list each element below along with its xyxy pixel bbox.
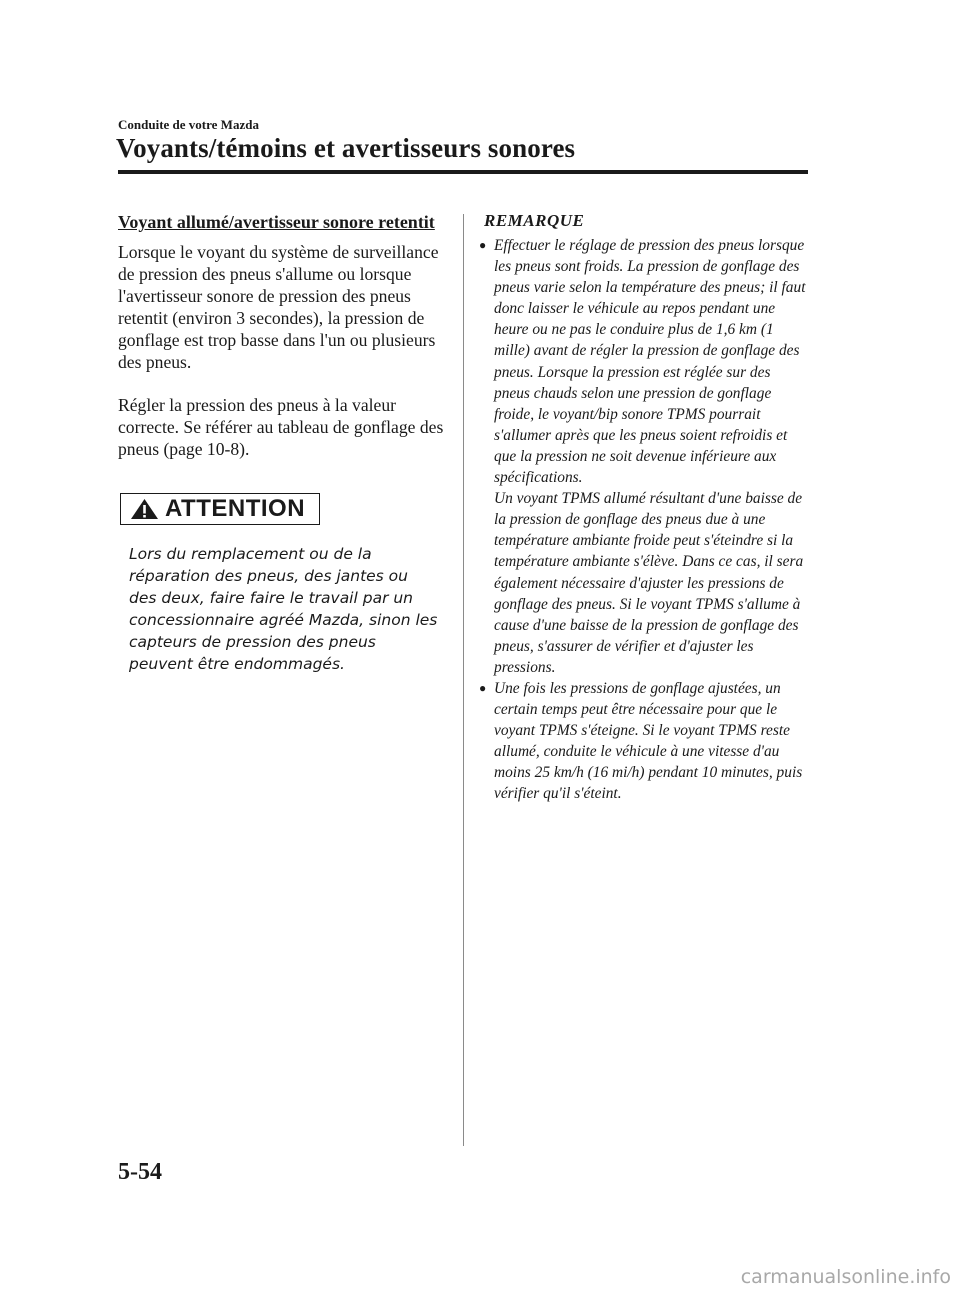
- bullet-icon: ●: [479, 238, 487, 252]
- list-item: [484, 488, 810, 678]
- bullet-icon: ●: [479, 680, 487, 695]
- remark-text: Un voyant TPMS allumé résultant d'une baisse de la pression de gonflage des pneus due à une température ambiante froide peut s'éteindre si la température ambiante s'élève. Dans ce cas, il sera également nécessaire d'ajuster les pressions de gonflage des pneus. Si le voyant TPMS s'allume à cause d'une baisse de la pression de gonflage des pneus, s'assurer de vérifier et d'ajuster les pressions.: [494, 490, 804, 676]
- list-item: [479, 235, 810, 488]
- watermark: carmanualsonline.info: [740, 1266, 951, 1288]
- warning-triangle-icon: [130, 498, 159, 520]
- column-divider: [463, 214, 464, 1146]
- list-item: [479, 678, 810, 805]
- remark-list: [479, 235, 810, 805]
- attention-box: [120, 493, 320, 525]
- subheading: Voyant allumé/avertisseur sonore retentit: [118, 212, 435, 232]
- remark-text: Effectuer le réglage de pression des pneus lorsque les pneus sont froids. La pression de gonflage des pneus varie selon la température des pneus; il faut donc laisser le véhicule au repos pendant une heure ou ne pas le conduire plus de 1,6 km (1 mille) avant de régler la pression de gonflage des pneus. Lorsque la pression est réglée sur des pneus chauds selon une pression de gonflage froide, le voyant/bip sonore TPMS pourrait s'allumer après que les pneus soient refroidis et que la pression ne soit devenue inférieure aux spécifications.: [494, 237, 806, 487]
- left-column: [118, 211, 448, 675]
- chapter-title: Voyants/témoins et avertisseurs sonores: [116, 133, 576, 163]
- remark-heading: REMARQUE: [484, 211, 585, 230]
- paragraph: Lorsque le voyant du système de surveillance de pression des pneus s'allume ou lorsque l'avertisseur sonore de pression des pneus retentit (environ 3 secondes), la pression de gonflage est trop basse dans l'un ou plusieurs des pneus.: [118, 242, 439, 372]
- page-number: 5-54: [118, 1159, 162, 1185]
- section-label: Conduite de votre Mazda: [118, 117, 259, 132]
- paragraph: Régler la pression des pneus à la valeur correcte. Se référer au tableau de gonflage des pneus (page 10-8).: [118, 395, 444, 459]
- header-rule: [118, 170, 808, 174]
- attention-text: Lors du remplacement ou de la réparation des pneus, des jantes ou des deux, faire faire le travail par un concessionnaire agréé Mazda, sinon les capteurs de pression des pneus peuvent être endommagés.: [129, 545, 438, 673]
- remark-text: Une fois les pressions de gonflage ajustées, un certain temps peut être nécessaire pour que le voyant TPMS s'éteigne. Si le voyant TPMS reste allumé, conduite le véhicule à une vitesse d'au moins 25 km/h (16 mi/h) pendant 10 minutes, puis vérifier qu'il s'éteint.: [494, 679, 803, 803]
- attention-label: ATTENTION: [165, 495, 306, 522]
- right-column: [479, 211, 810, 805]
